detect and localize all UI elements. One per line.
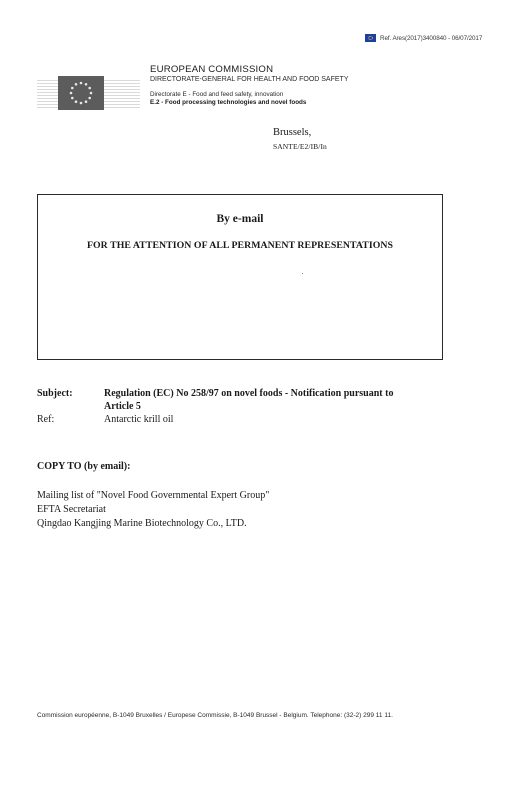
ref-row <box>37 414 173 425</box>
ref-label: Ref: <box>37 414 55 425</box>
footer-address: Commission européenne, B-1049 Bruxelles / Europese Commissie, B-1049 Brussel - Belgium. Telephone: (32-2) 299 11 11. <box>37 712 393 719</box>
copy-to-list <box>37 489 269 531</box>
subject-label: Subject: <box>37 388 73 399</box>
delivery-channel: By e-mail <box>216 213 264 225</box>
subject-line-2: Article 5 <box>104 401 141 412</box>
ref-value: Antarctic krill oil <box>104 414 174 425</box>
copy-to-heading: COPY TO (by email): <box>37 461 131 472</box>
reference-code: SANTE/E2/IB/In <box>273 142 327 151</box>
unit: E.2 - Food processing technologies and novel foods <box>150 99 307 106</box>
copy-recipient: EFTA Secretariat <box>37 504 106 515</box>
eu-flag-icon <box>58 76 104 110</box>
directorate: Directorate E - Food and feed safety, innovation <box>150 91 284 98</box>
subject-row-continued <box>37 401 141 412</box>
letterhead <box>150 64 349 106</box>
scan-speck <box>302 273 303 274</box>
directorate-general: DIRECTORATE-GENERAL FOR HEALTH AND FOOD SAFETY <box>150 76 349 83</box>
institution-name: EUROPEAN COMMISSION <box>150 64 274 75</box>
subject-line-1: Regulation (EC) No 258/97 on novel foods - Notification pursuant to <box>104 388 394 399</box>
reference-stamp <box>365 34 482 42</box>
reference-stamp-text: Ref. Ares(2017)3400840 - 06/07/2017 <box>380 34 483 42</box>
attention-line: FOR THE ATTENTION OF ALL PERMANENT REPRESENTATIONS <box>86 240 394 251</box>
subject-row <box>37 388 393 399</box>
copy-recipient: Mailing list of "Novel Food Governmental Expert Group" <box>37 490 270 501</box>
eu-flag-logo <box>37 74 140 112</box>
addressee-box <box>37 194 443 360</box>
copy-recipient: Qingdao Kangjing Marine Biotechnology Co., LTD. <box>37 518 247 529</box>
eu-flag-icon <box>365 34 376 42</box>
place-and-date: Brussels, <box>273 127 312 138</box>
